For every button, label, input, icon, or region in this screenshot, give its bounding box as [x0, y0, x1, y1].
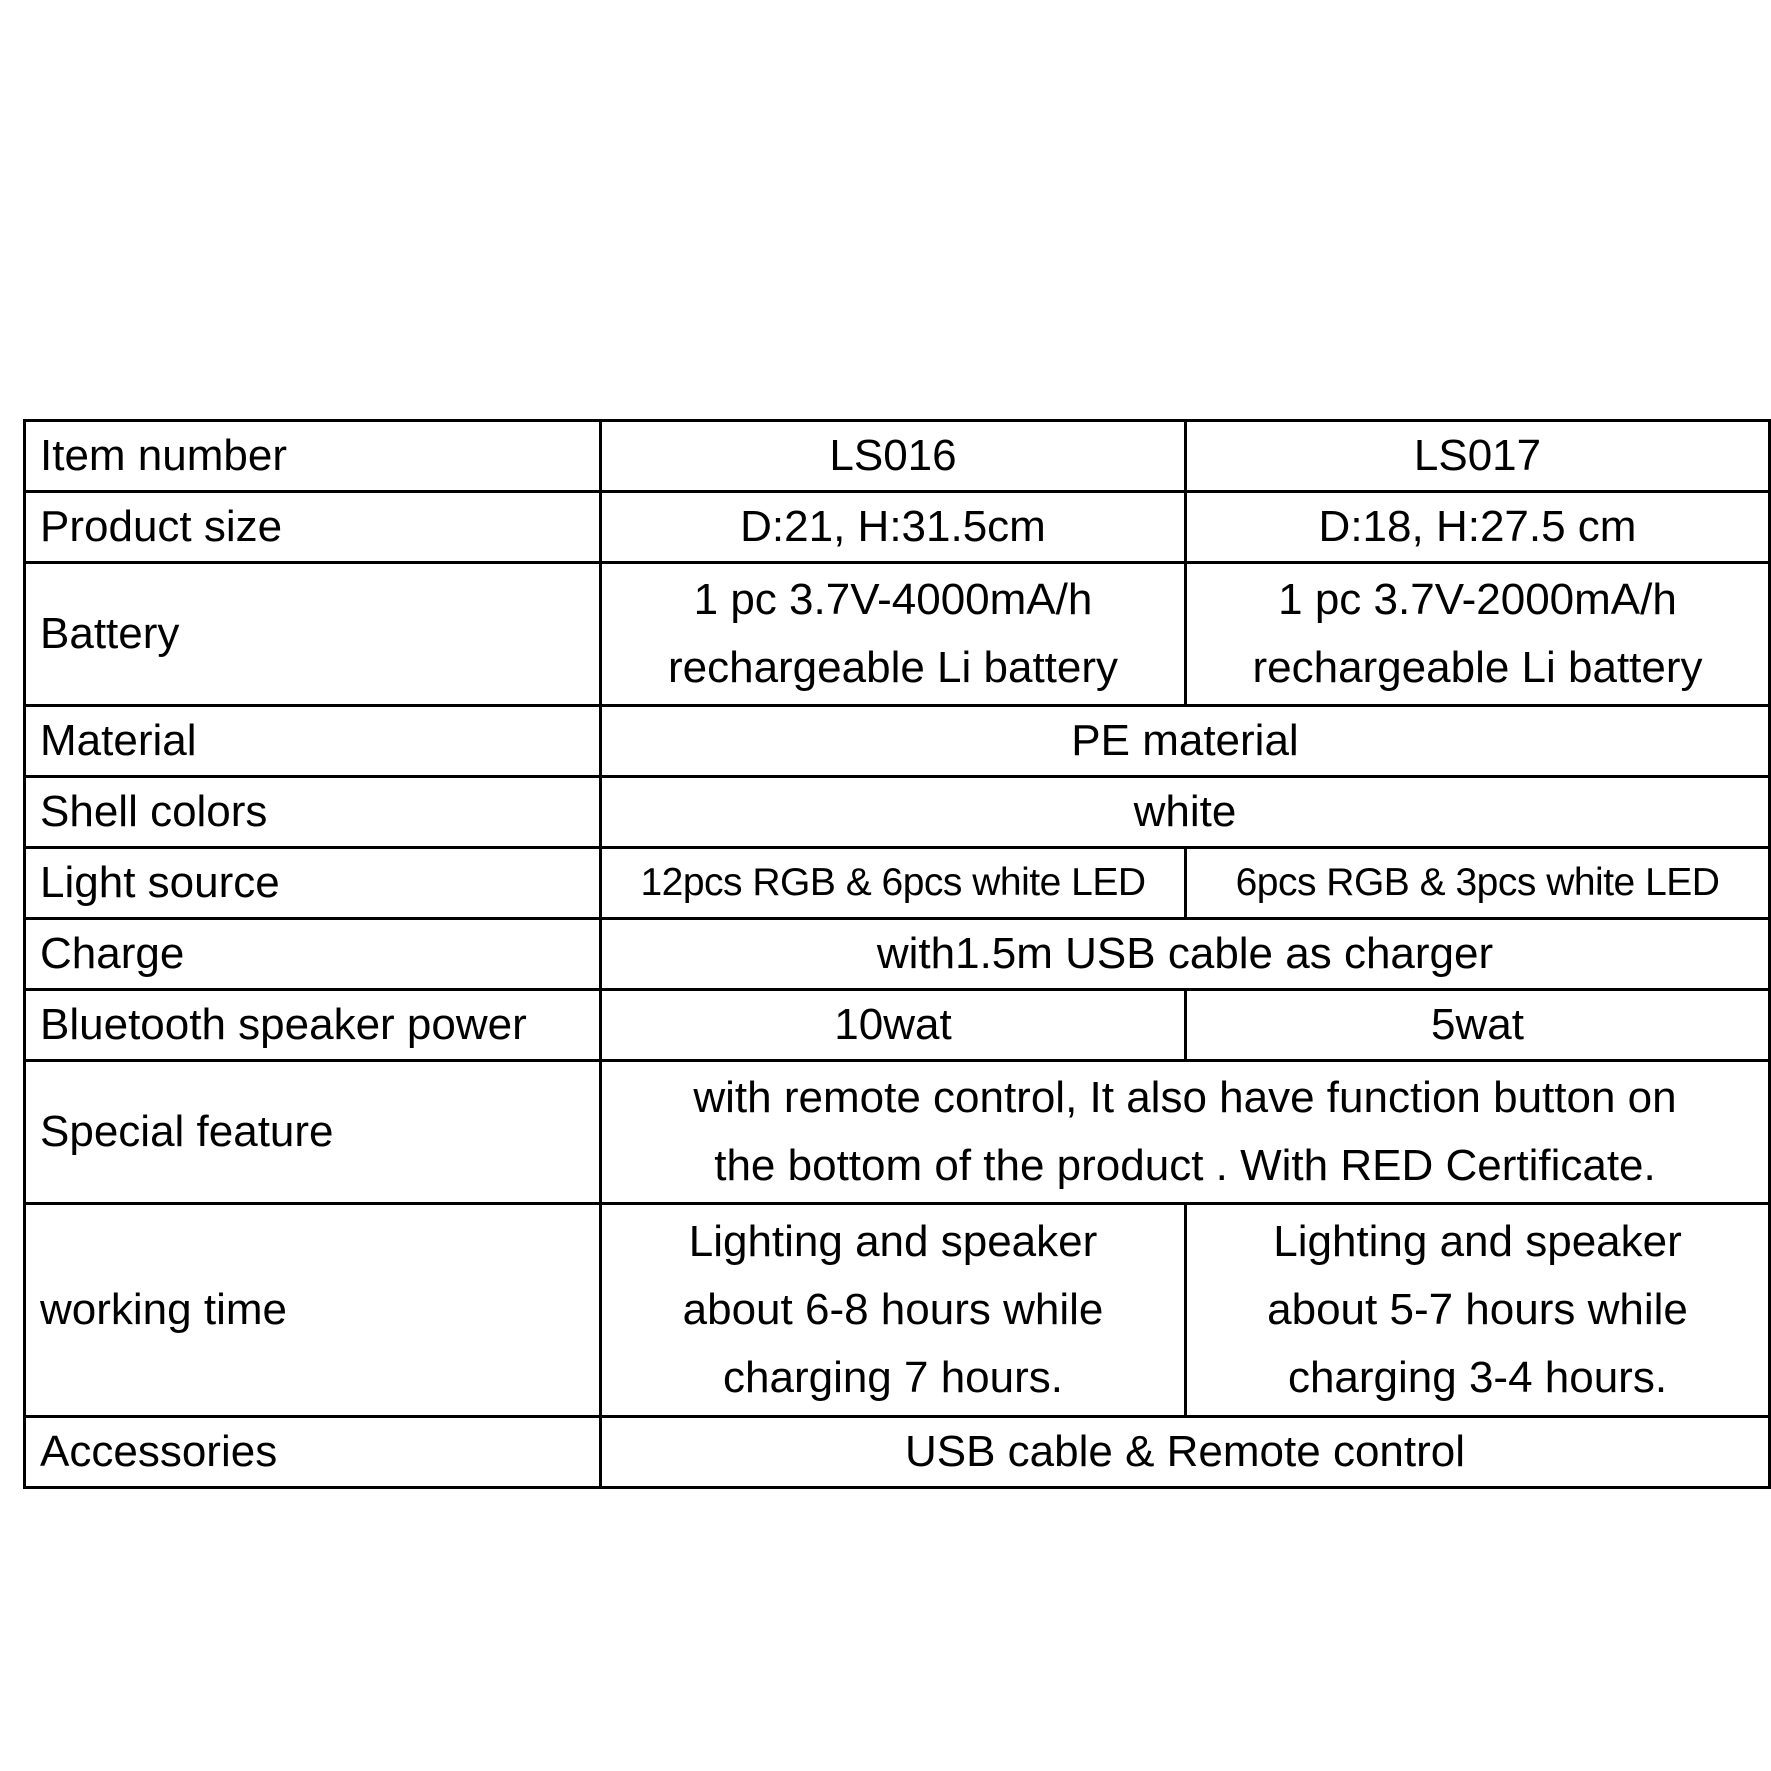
row-item-number: [25, 421, 1770, 492]
product-size-label: Product size: [25, 492, 601, 563]
row-working-time: [25, 1204, 1770, 1417]
special-feature-line2: the bottom of the product . With RED Certificate.: [714, 1141, 1656, 1190]
material-label: Material: [25, 706, 601, 777]
battery-ls017-line1: 1 pc 3.7V-2000mA/h: [1278, 575, 1677, 624]
accessories-label: Accessories: [25, 1417, 601, 1488]
working-time-ls016-line2: about 6-8 hours while: [682, 1285, 1104, 1334]
special-feature-value: [601, 1061, 1770, 1204]
accessories-value: USB cable & Remote control: [601, 1417, 1770, 1488]
special-feature-line1: with remote control, It also have function button on: [693, 1073, 1677, 1122]
row-shell-colors: [25, 777, 1770, 848]
spec-table: [23, 419, 1771, 1489]
shell-colors-label: Shell colors: [25, 777, 601, 848]
row-speaker-power: [25, 990, 1770, 1061]
charge-value: with1.5m USB cable as charger: [601, 919, 1770, 990]
battery-ls016-line1: 1 pc 3.7V-4000mA/h: [693, 575, 1093, 624]
row-material: [25, 706, 1770, 777]
item-number-label: Item number: [25, 421, 601, 492]
working-time-ls017-line1: Lighting and speaker: [1273, 1217, 1682, 1266]
item-number-ls017: LS017: [1186, 421, 1770, 492]
battery-ls017: [1186, 563, 1770, 706]
light-source-ls017: 6pcs RGB & 3pcs white LED: [1186, 848, 1770, 919]
battery-ls017-line2: rechargeable Li battery: [1252, 643, 1703, 692]
charge-label: Charge: [25, 919, 601, 990]
speaker-power-ls017: 5wat: [1186, 990, 1770, 1061]
item-number-ls016: LS016: [601, 421, 1186, 492]
row-light-source: [25, 848, 1770, 919]
special-feature-label: Special feature: [25, 1061, 601, 1204]
row-accessories: [25, 1417, 1770, 1488]
product-size-ls016: D:21, H:31.5cm: [601, 492, 1186, 563]
shell-colors-value: white: [601, 777, 1770, 848]
battery-label: Battery: [25, 563, 601, 706]
working-time-label: working time: [25, 1204, 601, 1417]
material-value: PE material: [601, 706, 1770, 777]
working-time-ls016: [601, 1204, 1186, 1417]
row-charge: [25, 919, 1770, 990]
row-special-feature: [25, 1061, 1770, 1204]
working-time-ls016-line1: Lighting and speaker: [688, 1217, 1098, 1266]
working-time-ls017-line2: about 5-7 hours while: [1267, 1285, 1688, 1334]
battery-ls016-line2: rechargeable Li battery: [667, 643, 1119, 692]
row-product-size: [25, 492, 1770, 563]
speaker-power-ls016: 10wat: [601, 990, 1186, 1061]
light-source-label: Light source: [25, 848, 601, 919]
battery-ls016: [601, 563, 1186, 706]
working-time-ls016-line3: charging 7 hours.: [723, 1353, 1063, 1402]
row-battery: [25, 563, 1770, 706]
product-size-ls017: D:18, H:27.5 cm: [1186, 492, 1770, 563]
speaker-power-label: Bluetooth speaker power: [25, 990, 601, 1061]
light-source-ls016: 12pcs RGB & 6pcs white LED: [601, 848, 1186, 919]
working-time-ls017-line3: charging 3-4 hours.: [1287, 1353, 1668, 1402]
working-time-ls017: [1186, 1204, 1770, 1417]
